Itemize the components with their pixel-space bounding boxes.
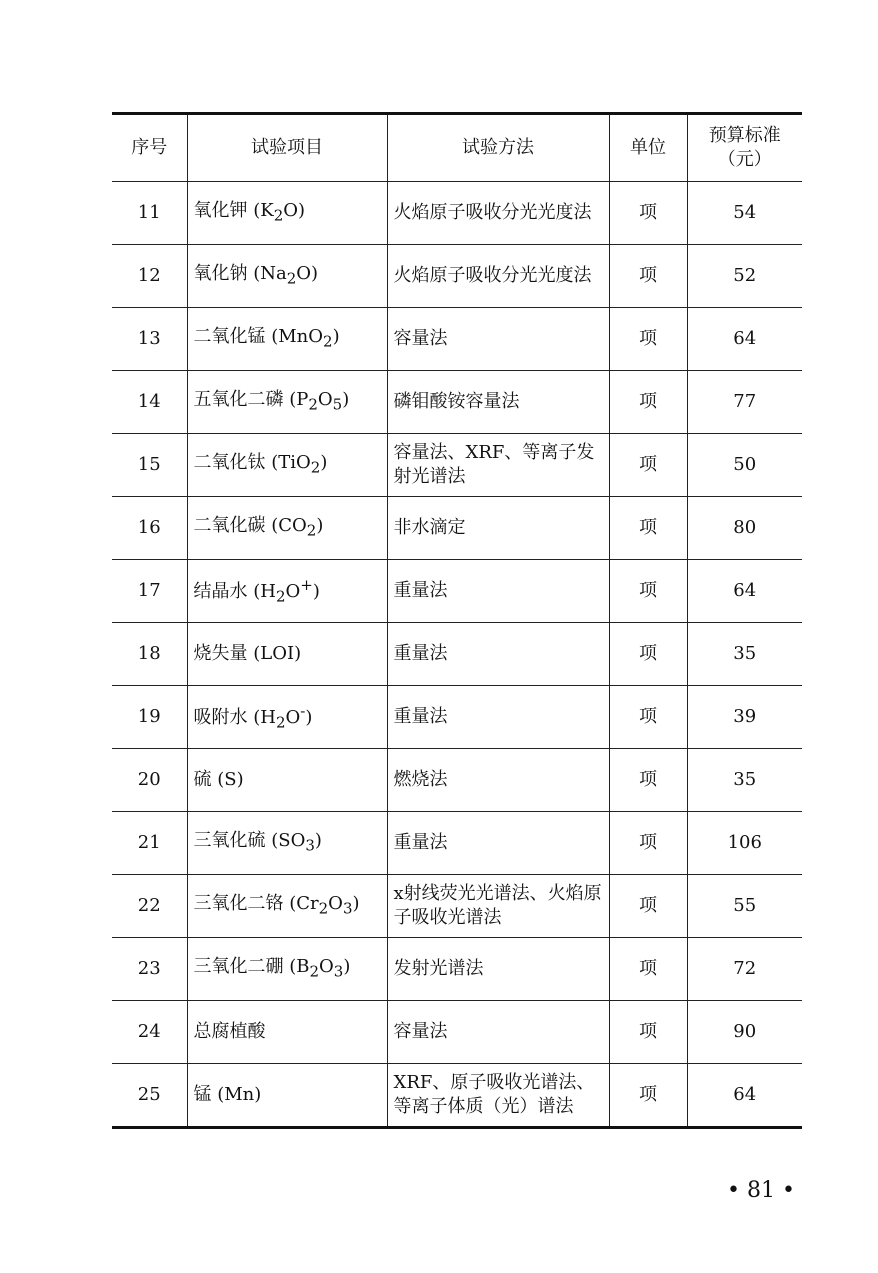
cell-budget-standard: 90: [687, 1001, 802, 1064]
cell-serial-number: 21: [112, 812, 187, 875]
cell-budget-standard: 106: [687, 812, 802, 875]
cell-unit: 项: [609, 686, 687, 749]
table-row: [112, 1001, 802, 1064]
cell-serial-number: 20: [112, 749, 187, 812]
cell-test-item: 三氧化二硼 $(B_2O_3)$: [187, 938, 387, 1001]
cell-serial-number: 12: [112, 245, 187, 308]
cell-test-method: 重量法: [387, 623, 609, 686]
cell-unit: 项: [609, 371, 687, 434]
cell-test-method: 非水滴定: [387, 497, 609, 560]
cell-budget-standard: 64: [687, 1064, 802, 1128]
cell-budget-standard: 64: [687, 308, 802, 371]
cell-budget-standard: 50: [687, 434, 802, 497]
cell-test-item: 结晶水 $(H_2O^+)$: [187, 560, 387, 623]
cell-budget-standard: 72: [687, 938, 802, 1001]
cell-test-item: 氧化钾 $(K_2O)$: [187, 182, 387, 245]
cell-serial-number: 17: [112, 560, 187, 623]
cell-unit: 项: [609, 434, 687, 497]
cell-unit: 项: [609, 1064, 687, 1128]
cell-test-method: 重量法: [387, 560, 609, 623]
cell-test-method: 容量法: [387, 1001, 609, 1064]
cell-budget-standard: 39: [687, 686, 802, 749]
cell-serial-number: 25: [112, 1064, 187, 1128]
cell-test-method: 火焰原子吸收分光光度法: [387, 182, 609, 245]
cell-test-method: 重量法: [387, 812, 609, 875]
cell-test-method: 容量法: [387, 308, 609, 371]
cell-budget-standard: 80: [687, 497, 802, 560]
header-serial-number: 序号: [112, 114, 187, 182]
cell-unit: 项: [609, 812, 687, 875]
cell-test-item: 总腐植酸: [187, 1001, 387, 1064]
header-budget-standard: 预算标准 （元）: [687, 114, 802, 182]
cell-unit: 项: [609, 938, 687, 1001]
table-row: [112, 686, 802, 749]
header-unit: 单位: [609, 114, 687, 182]
cell-test-item: 三氧化二铬 $(Cr_2O_3)$: [187, 875, 387, 938]
cell-test-item: 五氧化二磷 $(P_2O_5)$: [187, 371, 387, 434]
cell-budget-standard: 35: [687, 623, 802, 686]
cell-budget-standard: 55: [687, 875, 802, 938]
cell-serial-number: 11: [112, 182, 187, 245]
cell-unit: 项: [609, 623, 687, 686]
table-row: [112, 875, 802, 938]
cell-unit: 项: [609, 1001, 687, 1064]
cell-serial-number: 16: [112, 497, 187, 560]
table-row: [112, 308, 802, 371]
cell-test-item: 二氧化碳 $(CO_2)$: [187, 497, 387, 560]
cell-unit: 项: [609, 182, 687, 245]
cell-unit: 项: [609, 749, 687, 812]
cell-serial-number: 19: [112, 686, 187, 749]
cell-serial-number: 18: [112, 623, 187, 686]
cell-serial-number: 23: [112, 938, 187, 1001]
cell-serial-number: 13: [112, 308, 187, 371]
cell-test-method: XRF、原子吸收光谱法、等离子体质（光）谱法: [387, 1064, 609, 1128]
cell-test-method: 火焰原子吸收分光光度法: [387, 245, 609, 308]
cell-budget-standard: 35: [687, 749, 802, 812]
cell-unit: 项: [609, 497, 687, 560]
table-row: [112, 245, 802, 308]
cell-test-method: 磷钼酸铵容量法: [387, 371, 609, 434]
table-row: [112, 434, 802, 497]
header-test-item: 试验项目: [187, 114, 387, 182]
cell-budget-standard: 52: [687, 245, 802, 308]
page-number: • 81 •: [727, 1178, 795, 1203]
cell-test-item: 硫 (S): [187, 749, 387, 812]
cell-serial-number: 14: [112, 371, 187, 434]
cell-test-item: 氧化钠 $(Na_2O)$: [187, 245, 387, 308]
table-row: [112, 182, 802, 245]
cell-unit: 项: [609, 245, 687, 308]
table-row: [112, 1064, 802, 1128]
cell-serial-number: 15: [112, 434, 187, 497]
table-row: [112, 371, 802, 434]
cell-test-method: 发射光谱法: [387, 938, 609, 1001]
table-row: [112, 749, 802, 812]
table-row: [112, 497, 802, 560]
table-header-row: [112, 114, 802, 182]
header-test-method: 试验方法: [387, 114, 609, 182]
cell-test-item: 三氧化硫 $(SO_3)$: [187, 812, 387, 875]
cell-test-item: 烧失量 (LOI): [187, 623, 387, 686]
cell-test-method: 容量法、XRF、等离子发射光谱法: [387, 434, 609, 497]
test-budget-table: [112, 112, 802, 1129]
cell-serial-number: 24: [112, 1001, 187, 1064]
cell-test-method: 重量法: [387, 686, 609, 749]
cell-test-item: 锰 (Mn): [187, 1064, 387, 1128]
table-row: [112, 812, 802, 875]
cell-budget-standard: 77: [687, 371, 802, 434]
table-row: [112, 938, 802, 1001]
cell-test-method: 燃烧法: [387, 749, 609, 812]
cell-unit: 项: [609, 308, 687, 371]
cell-budget-standard: 64: [687, 560, 802, 623]
cell-unit: 项: [609, 560, 687, 623]
cell-test-item: 吸附水 $(H_2O^-)$: [187, 686, 387, 749]
cell-unit: 项: [609, 875, 687, 938]
cell-test-item: 二氧化钛 (TiO$_2$): [187, 434, 387, 497]
table-row: [112, 560, 802, 623]
table-row: [112, 623, 802, 686]
cell-test-method: x射线荧光光谱法、火焰原子吸收光谱法: [387, 875, 609, 938]
cell-budget-standard: 54: [687, 182, 802, 245]
cell-test-item: 二氧化锰 (MnO$_2$): [187, 308, 387, 371]
cell-serial-number: 22: [112, 875, 187, 938]
